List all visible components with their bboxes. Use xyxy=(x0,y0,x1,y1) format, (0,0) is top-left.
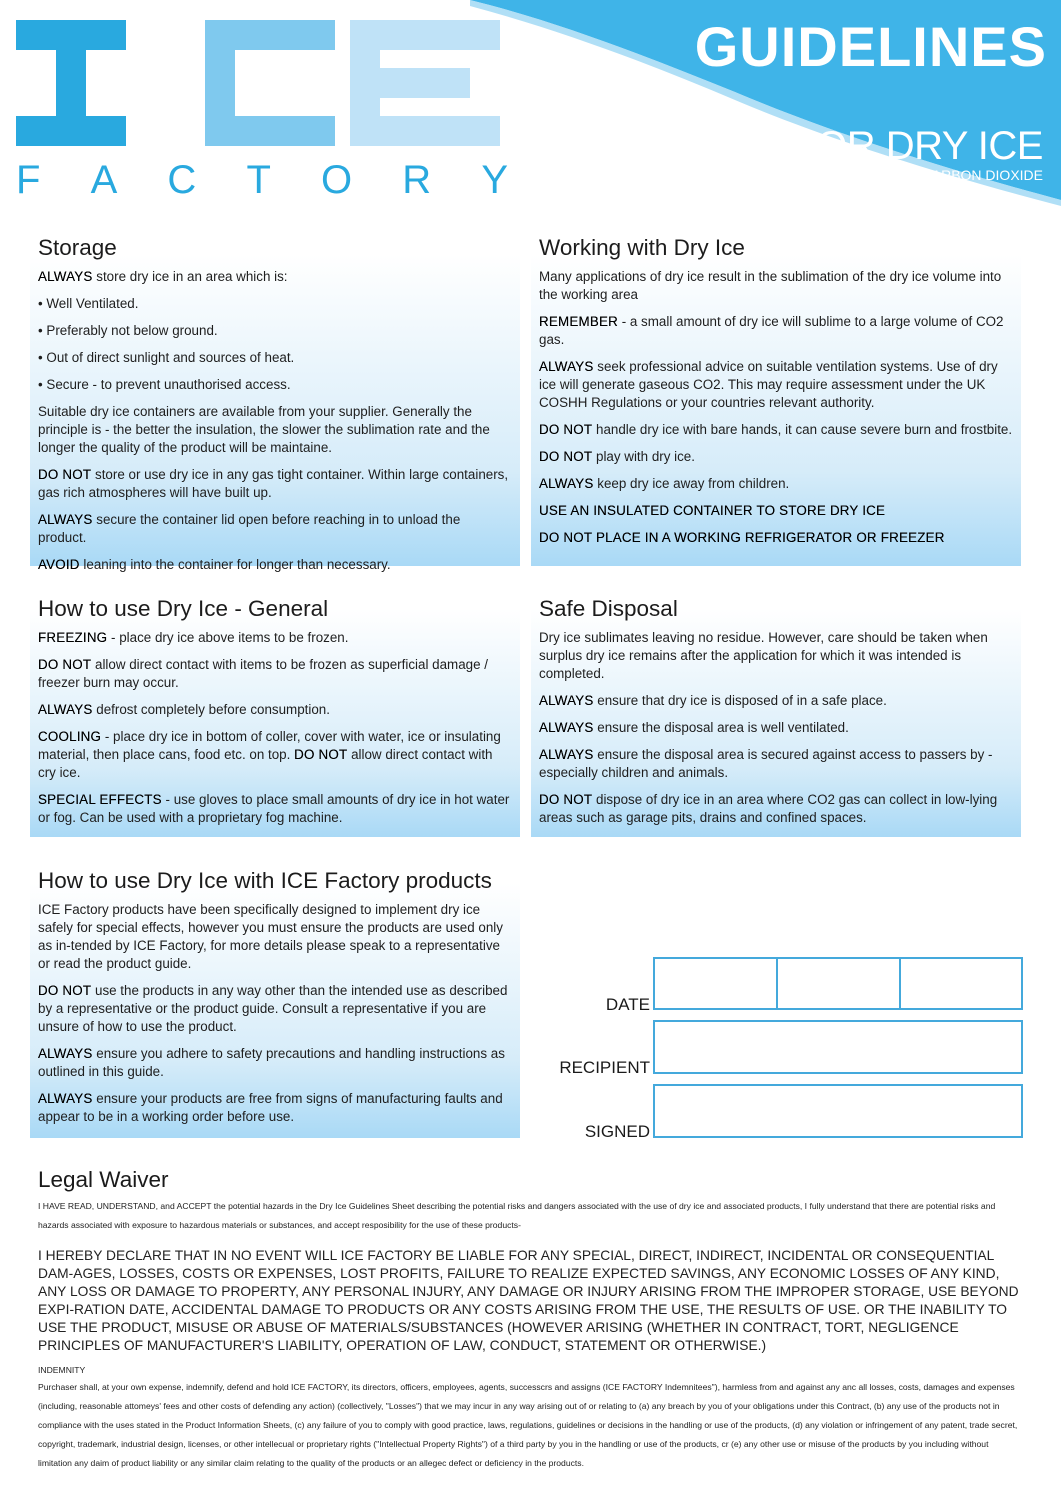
guideline-text: - a small amount of dry ice will sublime to a large volume of CO2 gas. xyxy=(539,314,1004,347)
working-lines xyxy=(539,268,1013,547)
guideline-keyword: DO NOT xyxy=(38,467,92,482)
guideline-item xyxy=(38,791,512,827)
guideline-item xyxy=(38,1045,512,1081)
guideline-keyword: ALWAYS xyxy=(38,702,93,717)
general-title: How to use Dry Ice - General xyxy=(38,596,329,621)
guideline-item xyxy=(539,692,1013,710)
guideline-text: defrost completely before consumption. xyxy=(92,702,330,717)
guideline-text: play with dry ice. xyxy=(592,449,695,464)
guideline-text: - place dry ice above items to be frozen. xyxy=(107,630,349,645)
working-title: Working with Dry Ice xyxy=(539,235,745,260)
signature-field[interactable] xyxy=(653,1084,1023,1138)
guideline-item xyxy=(539,746,1013,782)
guideline-keyword: USE AN INSULATED CONTAINER TO STORE DRY ICE xyxy=(539,503,886,518)
guideline-item xyxy=(38,556,512,574)
guideline-item xyxy=(38,268,512,286)
guideline-keyword: DO NOT xyxy=(539,792,593,807)
guideline-text: • Secure - to prevent unauthorised access. xyxy=(38,377,291,392)
guideline-item xyxy=(38,982,512,1036)
guideline-item xyxy=(38,295,512,313)
guideline-keyword: ALWAYS xyxy=(539,693,594,708)
legal-section xyxy=(38,1163,1024,1473)
guideline-item xyxy=(539,529,1013,547)
guideline-item xyxy=(539,268,1013,304)
general-panel xyxy=(30,589,520,837)
guideline-text: - use gloves to place small amounts of dry ice in hot water or fog. Can be used with a proprietary fog machine. xyxy=(38,792,510,825)
guideline-text: ensure you adhere to safety precautions and handling instructions as outlined in this guide. xyxy=(38,1046,505,1079)
guideline-text: • Out of direct sunlight and sources of heat. xyxy=(38,350,295,365)
date-day-field[interactable] xyxy=(653,957,777,1010)
guideline-keyword: DO NOT xyxy=(539,422,593,437)
disposal-lines xyxy=(539,629,1013,827)
guideline-keyword: ALWAYS xyxy=(38,1046,93,1061)
guideline-keyword: DO NOT xyxy=(294,747,348,762)
indemnity-title: INDEMNITY xyxy=(38,1365,86,1375)
guideline-item xyxy=(38,403,512,457)
guideline-item xyxy=(539,502,1013,520)
products-panel xyxy=(30,861,520,1138)
guideline-text: dispose of dry ice in an area where CO2 gas can collect in low-lying areas such as garage pits, drains and confined spaces. xyxy=(539,792,998,825)
guideline-item xyxy=(38,701,512,719)
working-panel xyxy=(531,228,1021,566)
guideline-item xyxy=(539,358,1013,412)
guideline-text: secure the container lid open before reaching in to unload the product. xyxy=(38,512,461,545)
disposal-panel xyxy=(531,589,1021,837)
guideline-text: allow direct contact with items to be frozen as superficial damage / freezer burn may occur. xyxy=(38,657,488,690)
guideline-keyword: ALWAYS xyxy=(539,476,594,491)
date-month-field[interactable] xyxy=(776,957,900,1010)
guideline-item xyxy=(539,719,1013,737)
guideline-keyword: REMEMBER xyxy=(539,314,618,329)
guideline-keyword: DO NOT xyxy=(38,983,92,998)
guideline-text: ensure the disposal area is secured against access to passers by - especially children and animals. xyxy=(539,747,993,780)
guideline-text: store or use dry ice in any gas tight container. Within large containers, gas rich atmospheres will have built up. xyxy=(38,467,509,500)
recipient-label: RECIPIENT xyxy=(559,1058,650,1077)
storage-title: Storage xyxy=(38,235,117,260)
guideline-text: handle dry ice with bare hands, it can cause severe burn and frostbite. xyxy=(592,422,1013,437)
guideline-keyword: ALWAYS xyxy=(539,720,594,735)
guideline-keyword: ALWAYS xyxy=(38,269,93,284)
guideline-keyword: ALWAYS xyxy=(38,1091,93,1106)
guideline-item xyxy=(38,349,512,367)
brand-factory-text: F A C T O R Y xyxy=(16,158,508,202)
guideline-item xyxy=(539,421,1013,439)
guideline-keyword: DO NOT xyxy=(539,449,593,464)
guideline-item xyxy=(38,728,512,782)
guideline-item xyxy=(38,466,512,502)
legal-accept-text: I HAVE READ, UNDERSTAND, and ACCEPT the potential hazards in the Dry Ice Guidelines Sheet describing the potential risks and dangers associated with the use of dry ice and associated products, I fully understand that there are potential risks and hazards associated with exposure to hazardous materials or substances, and accept resposibility for the use of these products- xyxy=(38,1201,996,1230)
legal-title: Legal Waiver xyxy=(38,1167,169,1192)
recipient-field[interactable] xyxy=(653,1020,1023,1074)
guideline-text: - place dry ice in bottom of coller, cover with water, ice or insulating material, then place cans, food etc. on top. xyxy=(38,729,501,762)
guideline-keyword: DO NOT xyxy=(38,657,92,672)
guideline-text: keep dry ice away from children. xyxy=(593,476,790,491)
indemnity-text: Purchaser shall, at your own expense, indemnify, defend and hold ICE FACTORY, its directors, officers, employees, agents, successcrs and assigns (ICE FACTORY Indemnitees"), harmless from and against any anc all losses, costs, damages and expenses (including, reasonable attomeys' fees and other costs of defending any action) (collectively, "Losses") that we may incur in any way arising out of or relating to (a) any breach by you of your obligations under this Contract, (b) any use of the products not in compliance with the uses stated in the Product Information Sheets, (c) any failure of you to comply with good practice, laws, regulations, guidelines or decisions in the handling or use of the products, (d) any violation or infringement of any patent, trade secret, copyright, trademark, industrial design, licenses, or other intellecual or proprietary rights ("Intellectual Property Rights") of a third party by you in the handling or use of the products, cr (e) any other use or misuse of the products by you including without limitation any daim of product liability or any similar claim relating to the quality of the products or an allegec defect or deficiency in the products. xyxy=(38,1382,1018,1468)
guideline-text: • Well Ventilated. xyxy=(38,296,139,311)
guideline-keyword: ALWAYS xyxy=(38,512,93,527)
guideline-text: allow direct contact with cry ice. xyxy=(38,747,493,780)
guideline-text: Many applications of dry ice result in the sublimation of the dry ice volume into the working area xyxy=(539,269,1002,302)
guideline-text: ensure the disposal area is well ventilated. xyxy=(593,720,849,735)
header xyxy=(0,0,1061,215)
guideline-text: ICE Factory products have been specifically designed to implement dry ice safely for special effects, however you must ensure the products are used only as in-tended by ICE Factory, for more details please speak to a representative or read the product guide. xyxy=(38,902,503,971)
guideline-item xyxy=(38,901,512,973)
guideline-item xyxy=(539,313,1013,349)
page-subtitle: FOR DRY ICE xyxy=(792,124,1043,168)
date-label: DATE xyxy=(605,995,650,1014)
guideline-item xyxy=(38,1090,512,1126)
products-lines xyxy=(38,901,512,1126)
guideline-text: Dry ice sublimates leaving no residue. However, care should be taken when surplus dry ice remains after the application for which it was intended is completed. xyxy=(539,630,988,681)
guideline-keyword: SPECIAL EFFECTS xyxy=(38,792,162,807)
guideline-keyword: ALWAYS xyxy=(539,747,594,762)
guideline-item xyxy=(38,322,512,340)
ice-logo-letters xyxy=(16,20,500,146)
storage-panel xyxy=(30,228,520,572)
guideline-text: seek professional advice on suitable ventilation systems. Use of dry ice will generate gaseous CO2. This may require assessment under the UK COSHH Regulations or your countries relevant authority. xyxy=(539,359,998,410)
guideline-text: use the products in any way other than the intended use as described by a representative or the product guide. Consult a representative if you are unsure of how to use the product. xyxy=(38,983,508,1034)
guideline-item xyxy=(38,376,512,394)
guideline-keyword: ALWAYS xyxy=(539,359,594,374)
guideline-keyword: DO NOT PLACE IN A WORKING REFRIGERATOR OR FREEZER xyxy=(539,530,945,545)
guideline-text: ensure your products are free from signs of manufacturing faults and appear to be in a working order before use. xyxy=(38,1091,503,1124)
guideline-item xyxy=(38,656,512,692)
page-subtitle-note: SOLID CARBON DIOXIDE xyxy=(875,167,1043,183)
guideline-item xyxy=(539,629,1013,683)
guideline-item xyxy=(38,511,512,547)
guideline-text: ensure that dry ice is disposed of in a safe place. xyxy=(593,693,887,708)
guideline-text: • Preferably not below ground. xyxy=(38,323,218,338)
signed-label: SIGNED xyxy=(584,1122,650,1141)
disposal-title: Safe Disposal xyxy=(539,596,678,621)
products-title: How to use Dry Ice with ICE Factory products xyxy=(38,868,492,893)
guideline-keyword: FREEZING xyxy=(38,630,108,645)
date-year-field[interactable] xyxy=(899,957,1023,1010)
guideline-item xyxy=(539,448,1013,466)
guideline-text: leaning into the container for longer than necessary. xyxy=(79,557,391,572)
guideline-keyword: AVOID xyxy=(38,557,80,572)
guideline-item xyxy=(539,475,1013,493)
guideline-item xyxy=(539,791,1013,827)
general-lines xyxy=(38,629,512,827)
storage-lines xyxy=(38,268,512,574)
guideline-item xyxy=(38,629,512,647)
guideline-keyword: COOLING xyxy=(38,729,102,744)
page-title: GUIDELINES xyxy=(694,15,1047,78)
guideline-text: Suitable dry ice containers are available from your supplier. Generally the principle is - the better the insulation, the slower the sublimation rate and the longer the quality of the product will be maintaine. xyxy=(38,404,490,455)
legal-declaration: I HEREBY DECLARE THAT IN NO EVENT WILL ICE FACTORY BE LIABLE FOR ANY SPECIAL, DIRECT, INDIRECT, INCIDENTAL OR CONSEQUENTIAL DAM-AGES, LOSSES, COSTS OR EXPENSES, LOST PROFITS, FAILURE TO REALIZE EXPECTED SAVINGS, ANY ECONOMIC LOSSES OF ANY KIND, ANY LOSS OR DAMAGE TO PROPERTY, ANY PERSONAL INJURY, ANY DAMAGE OR INJURY ARISING FROM THE IMPROPER STORAGE, USE BEYOND EXPI-RATION DATE, ACCIDENTAL DAMAGE TO PRODUCTS OR ANY COSTS ARISING FROM THE USE, THE RESULTS OF USE. OR THE INABILITY TO USE THE PRODUCT, MISUSE OR ABUSE OF MATERIALS/SUBSTANCES (HOWEVER ARISING (WHETHER IN CONTRACT, TORT, NEGLIGENCE PRINCIPLES OF MANUFACTURER'S LIABILITY, OPERATION OF LAW, CONDUCT, STATEMENT OR OTHERWISE.) xyxy=(38,1248,1019,1353)
guideline-text: store dry ice in an area which is: xyxy=(92,269,288,284)
